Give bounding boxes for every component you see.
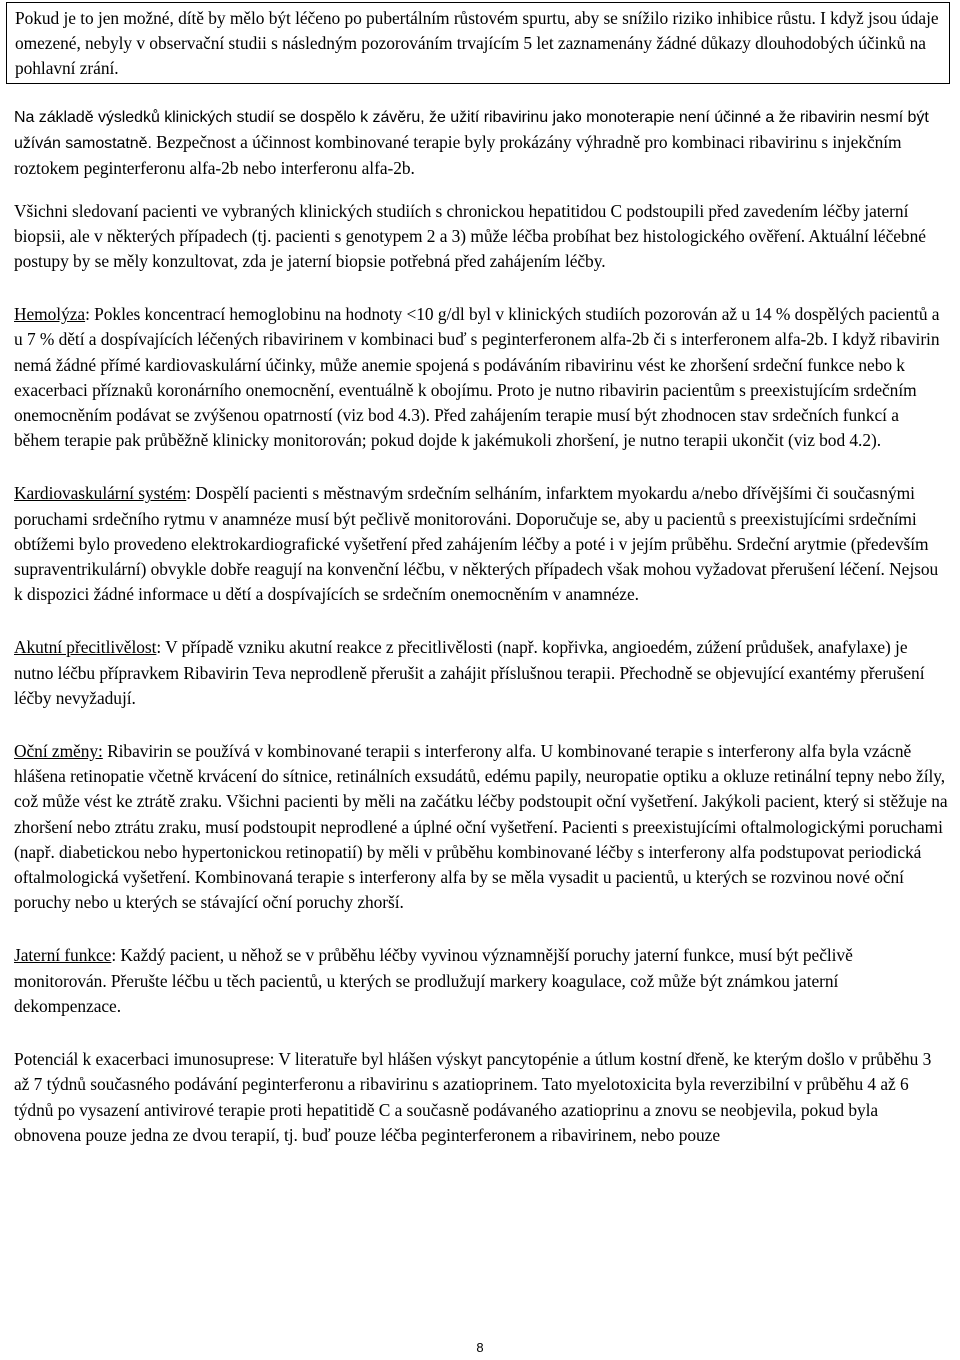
paragraph-monotherapy bbox=[14, 104, 949, 182]
document-body bbox=[14, 104, 949, 1176]
immuno-text: Potenciál k exacerbaci imunosuprese: V literatuře byl hlášen výskyt pancytopénie a útlum kostní dřeně, ke kterým došlo v průběhu 3 až 7 týdnů současného podávání peginterferonu a ribavirinu s azatioprinem. Tato myelotoxicita byla reverzibilní v průběhu 4 až 6 týdnů po vysazení antivirové terapie proti hepatitidě C a současně podávaného azatioprinu a znovu se neobjevila, pokud byla obnovena pouze jedna ze dvou terapií, tj. buď pouze léčba peginterferonem a ribavirinem, nebo pouze bbox=[14, 1049, 932, 1145]
paragraph-cardio bbox=[14, 481, 949, 607]
boxed-note-text: Pokud je to jen možné, dítě by mělo být léčeno po pubertálním růstovém spurtu, aby se snížilo riziko inhibice růstu. I když jsou údaje omezené, nebyly v observační studii s následným pozorováním trvajícím 5 let zaznamenány žádné důkazy dlouhodobých účinků na pohlavní zrání. bbox=[15, 8, 939, 78]
hemolysis-heading: Hemolýza bbox=[14, 304, 86, 325]
liver-text: : Každý pacient, u něhož se v průběhu léčby vyvinou významnější poruchy jaterní funkce, musí být pečlivě monitorován. Přerušte léčbu u těch pacientů, u kterých se prodlužují markery koagulace, což může být známkou jaterní dekompenzace. bbox=[14, 945, 853, 1016]
paragraph-ocular bbox=[14, 739, 949, 915]
paragraph-liver bbox=[14, 943, 949, 1019]
paragraph-biopsy bbox=[14, 199, 949, 275]
hemolysis-text: : Pokles koncentrací hemoglobinu na hodnoty <10 g/dl byl v klinických studiích pozorován až u 14 % dospělých pacientů a u 7 % dětí a dospívajících léčených ribavirinem v kombinaci buď s peginterferonem alfa-2b či s interferonem alfa-2b. I když ribavirin nemá žádné přímé kardiovaskulární účinky, může anemie spojená s podáváním ribavirinu vést ke zhoršení srdeční funkce nebo k exacerbaci příznaků koronárního onemocnění, eventuálně k obojímu. Proto je nutno ribavirin pacientům s preexistujícím srdečním onemocněním podávat se zvýšenou opatrností (viz bod 4.3). Před zahájením terapie musí být zhodnocen stav srdečních funkcí a během terapie pak průběžně klinicky monitorován; pokud dojde k jakémukoli zhoršení, je nutno terapii ukončit (viz bod 4.2). bbox=[14, 304, 940, 451]
monotherapy-serif-text: Bezpečnost a účinnost kombinované terapie byly prokázány výhradně pro kombinaci ribavirinu s injekčním roztokem peginterferonu alfa-2b nebo interferonu alfa-2b. bbox=[14, 132, 902, 179]
hypersensitivity-text: : V případě vzniku akutní reakce z přecitlivělosti (např. kopřivka, angioedém, zúžení průdušek, anafylaxe) je nutno léčbu přípravkem Ribavirin Teva neprodleně přerušit a zahájit příslušnou terapii. Přechodně se objevující exantémy přerušení léčby nevyžadují. bbox=[14, 637, 925, 708]
liver-heading: Jaterní funkce bbox=[14, 945, 112, 966]
hypersensitivity-heading: Akutní přecitlivělost bbox=[14, 637, 157, 658]
biopsy-text: Všichni sledovaní pacienti ve vybraných klinických studiích s chronickou hepatitidou C podstoupili před zavedením léčby jaterní biopsii, ale v některých případech (tj. pacienti s genotypem 2 a 3) může léčba probíhat bez histologického ověření. Aktuální léčebné postupy by se měly konzultovat, zda je jaterní biopsie potřebná před zahájením léčby. bbox=[14, 200, 926, 272]
monotherapy-sans-text: Na základě výsledků klinických studií se dospělo k závěru, že užití ribavirinu jako monoterapie není účinné a že ribavirin nesmí být užíván samostatně. bbox=[14, 109, 929, 153]
ocular-text: Ribavirin se používá v kombinované terapii s interferony alfa. U kombinované terapie s interferony alfa byla vzácně hlášena retinopatie včetně krvácení do sítnice, retinálních exsudátů, edému papily, neuropatie optiku a okluze retinální tepny nebo žíly, což může vést ke ztrátě zraku. Všichni pacienti by měli na začátku léčby podstoupit oční vyšetření. Jakýkoli pacient, který si stěžuje na zhoršení nebo ztrátu zraku, musí podstoupit neprodlené a úplné oční vyšetření. Pacienti s preexistujícími oftalmologickými poruchami (např. diabetickou nebo hypertonickou retinopatií) by měli v průběhu kombinované léčby s interferony alfa podstupovat periodická oftalmologická vyšetření. Kombinovaná terapie s interferony alfa by se měla vysadit u pacientů, u kterých se rozvinou nové oční poruchy nebo u kterých se stávající oční poruchy zhorší. bbox=[14, 741, 948, 913]
paragraph-hypersensitivity bbox=[14, 635, 949, 711]
paragraph-hemolysis bbox=[14, 302, 949, 453]
page-number: 8 bbox=[476, 1340, 484, 1355]
cardio-text: : Dospělí pacienti s městnavým srdečním selháním, infarktem myokardu a/nebo dřívějšími či současnými poruchami srdečního rytmu v anamnéze musí být pečlivě monitorováni. Doporučuje se, aby u pacientů s preexistujícími srdečními obtížemi bylo provedeno elektrokardiografické vyšetření před zahájením léčby a poté i v jejím průběhu. Srdeční arytmie (především supraventrikulární) obvykle dobře reagují na konvenční léčbu, v některých případech však mohou vyžadovat přerušení léčení. Nejsou k dispozici žádné informace u dětí a dospívajících se srdečním onemocněním v anamnéze. bbox=[14, 483, 939, 605]
ocular-heading: Oční změny: bbox=[14, 741, 103, 762]
cardio-heading: Kardiovaskulární systém bbox=[14, 483, 187, 504]
paragraph-immunosuppression bbox=[14, 1047, 949, 1148]
boxed-note bbox=[6, 2, 950, 84]
